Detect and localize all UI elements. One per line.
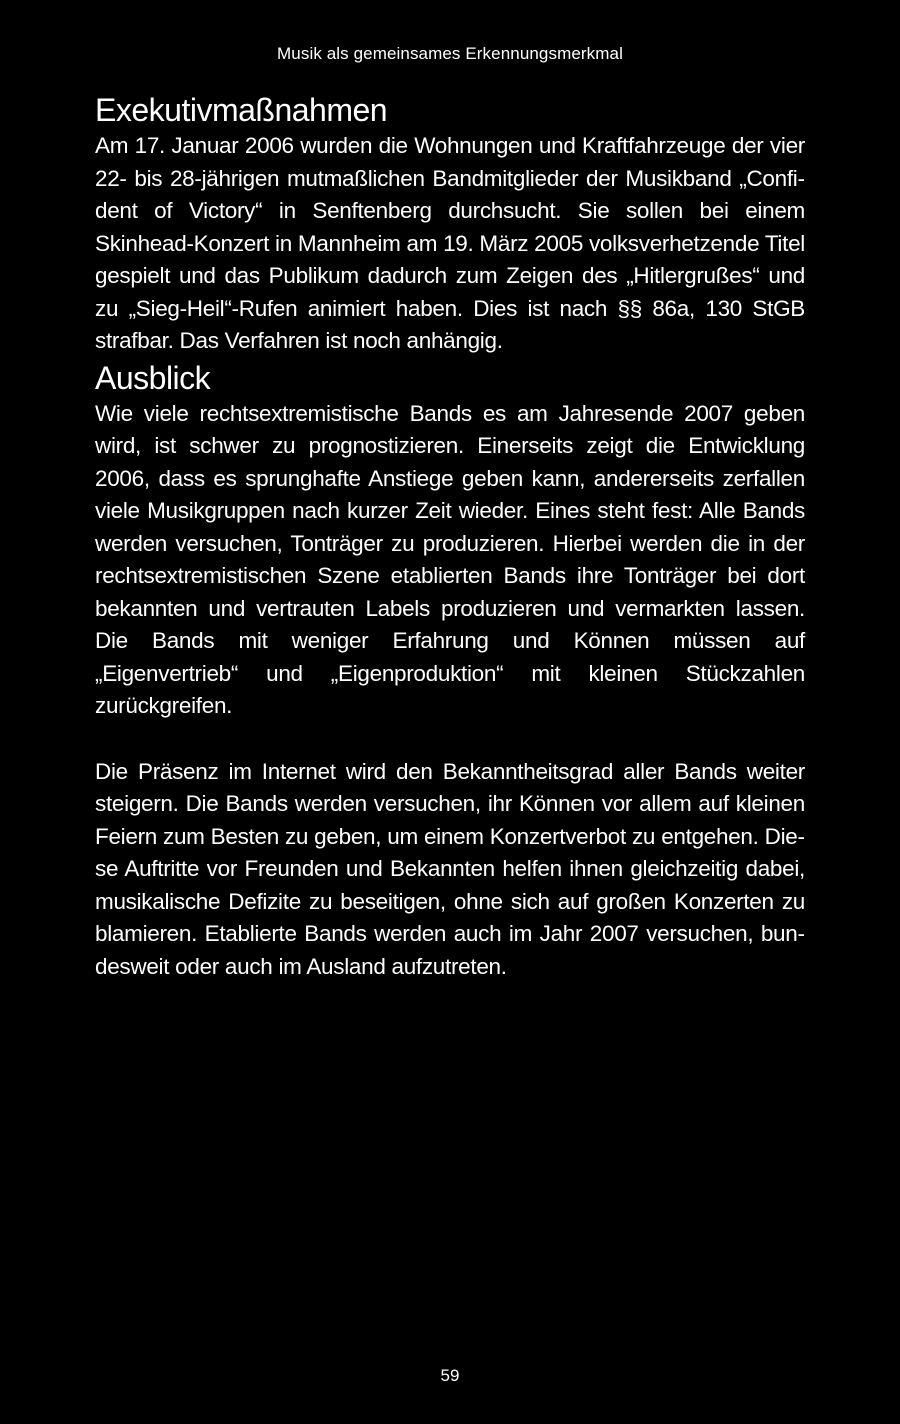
paragraph-ausblick-2: Die Präsenz im Internet wird den Bekanntheitsgrad aller Bands weiter steigern. Die Bands werden versuchen, ihr Können vor allem auf kleinen Feiern zum Besten zu geben, um einem Konzertverbot zu entgehen. Diese Auftritte vor Freunden und Bekannten helfen ihnen gleichzeitig dabei, musikalische Defizite zu beseitigen, ohne sich auf großen Konzerten zu blamieren. Etablierte Bands werden auch im Jahr 2007 versuchen, bundesweit oder auch im Ausland aufzutreten. [95,758,805,979]
paragraph-ausblick-1: Wie viele rechtsextremistische Bands es am Jahresende 2007 geben wird, ist schwer zu prognostizieren. Einerseits zeigt die Entwicklung 2006, dass es sprunghafte Anstiege geben kann, andererseits zerfallen viele Musikgruppen nach kurzer Zeit wieder. Eines steht fest: Alle Bands werden versuchen, Tonträger zu produzieren. Hierbei werden die in der rechtsextremistischen Szene etablierten Bands ihre Tonträger bei dort bekannten und vertrauten Labels produzieren und vermarkten lassen. Die Bands mit weniger Erfahrung und Können müssen auf „Eigenvertrieb“ und „Eigenproduktion“ mit kleinen Stückzahlen zurückgreifen. [95,400,805,718]
paragraph-exekutivmassnahmen: Am 17. Januar 2006 wurden die Wohnungen und Kraftfahrzeuge der vier 22- bis 28-jährigen mutmaßlichen Bandmitglieder der Musikband „Confident of Victory“ in Senftenberg durchsucht. Sie sollen bei einem Skinhead-Konzert in Mannheim am 19. März 2005 volksverhetzende Titel gespielt und das Publikum dadurch zum Zeigen des „Hitlergrußes“ und zu „Sieg-Heil“-Rufen animiert haben. Dies ist nach §§ 86a, 130 StGB strafbar. Das Verfahren ist noch anhängig. [95,133,805,353]
page-content [95,90,805,983]
page-number: 59 [440,1366,460,1385]
running-header: Musik als gemeinsames Erkennungsmerkmal [277,44,623,63]
section-heading-ausblick: Ausblick [95,359,211,396]
section-heading-exekutivmassnahmen: Exekutivmaßnahmen [95,92,388,128]
